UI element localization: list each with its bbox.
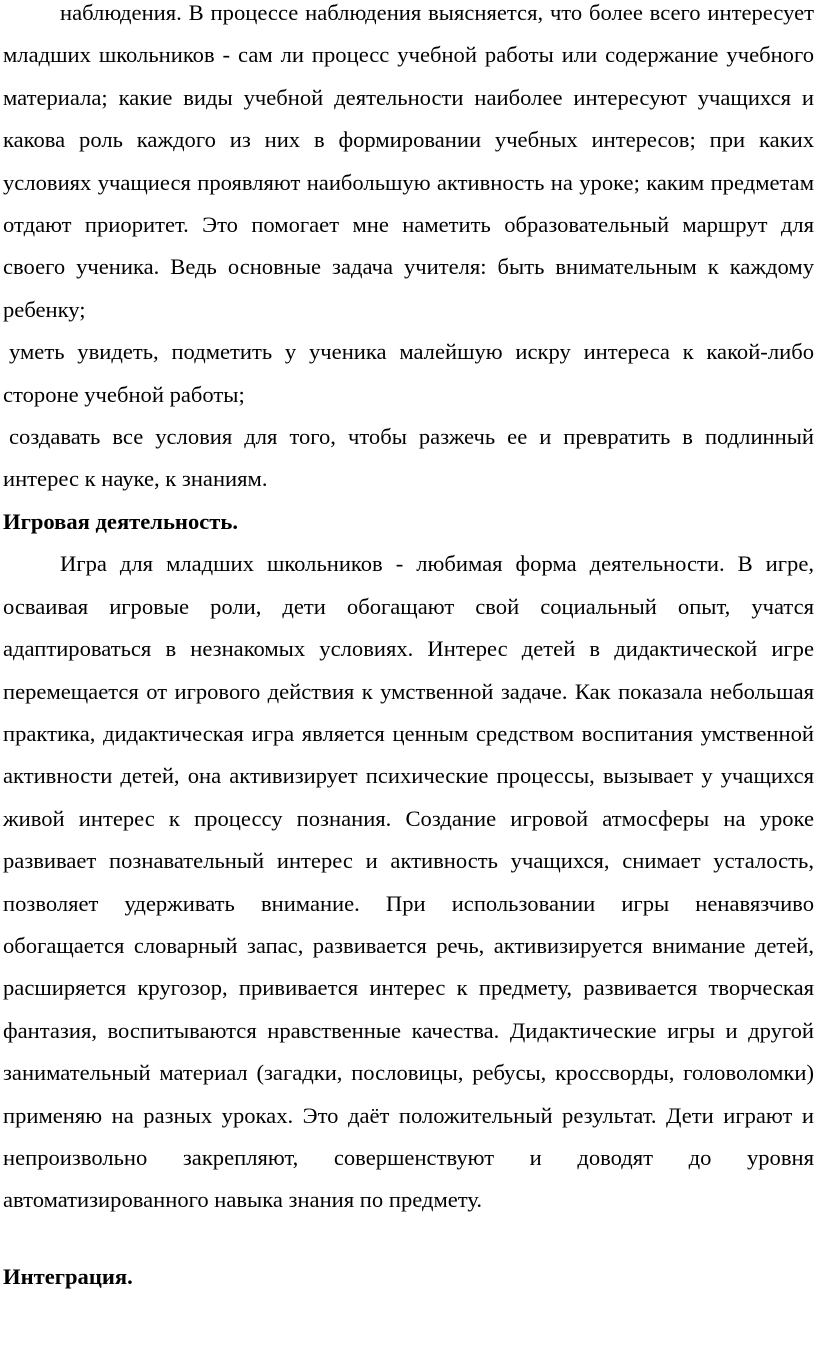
heading-game-activity: Игровая деятельность.: [3, 508, 238, 534]
paragraph-observation: наблюдения. В процессе наблюдения выясняется, что более всего интересует младших школьников - сам ли процесс учебной работы или содержание учебного материала; какие виды учебной деятельности наиболее интересуют учащихся и какова роль каждого из них в формировании учебных интересов; при каких условиях учащиеся проявляют наибольшую активность на уроке; каким предметам отдают приоритет. Это помогает мне наметить образовательный маршрут для своего ученика. Ведь основные задача учителя: быть внимательным к каждому ребенку;: [3, 0, 814, 322]
paragraph-notice-interest: уметь увидеть, подметить у ученика малейшую искру интереса к какой-либо стороне учебной работы;: [3, 339, 814, 407]
paragraph-create-conditions: создавать все условия для того, чтобы разжечь ее и превратить в подлинный интерес к науке, к знаниям.: [3, 424, 814, 492]
paragraph-game: Игра для младших школьников - любимая форма деятельности. В игре, осваивая игровые роли, дети обогащают свой социальный опыт, учатся адаптироваться в незнакомых условиях. Интерес детей в дидактической игре перемещается от игрового действия к умственной задаче. Как показала небольшая практика, дидактическая игра является ценным средством воспитания умственной активности детей, она активизирует психические процессы, вызывает у учащихся живой интерес к процессу познания. Создание игровой атмосферы на уроке развивает познавательный интерес и активность учащихся, снимает усталость, позволяет удерживать внимание. При использовании игры ненавязчиво обогащается словарный запас, развивается речь, активизируется внимание детей, расширяется кругозор, прививается интерес к предмету, развивается творческая фантазия, воспитываются нравственные качества. Дидактические игры и другой занимательный материал (загадки, пословицы, ребусы, кроссворды, головоломки) применяю на разных уроках. Это даёт положительный результат. Дети играют и непроизвольно закрепляют, совершенствуют и доводят до уровня автоматизированного навыка знания по предмету.: [3, 551, 814, 1213]
heading-integration: Интеграция.: [3, 1263, 133, 1289]
